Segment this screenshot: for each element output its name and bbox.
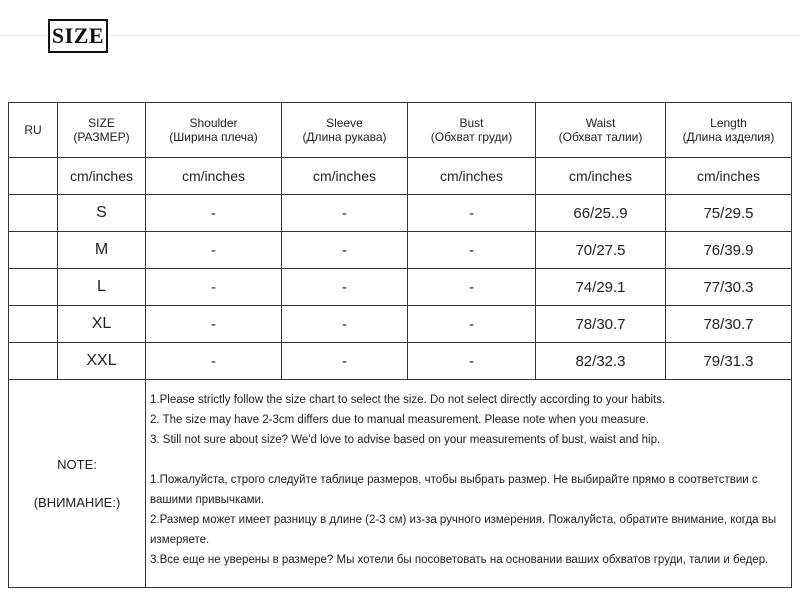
- bust-cell: -: [408, 306, 536, 343]
- length-cell: 77/30.3: [666, 269, 792, 306]
- table-row: [9, 306, 792, 343]
- ru-cell: [9, 195, 58, 232]
- size-cell: XXL: [58, 343, 146, 380]
- ru-cell: [9, 269, 58, 306]
- sleeve-cell: -: [282, 269, 408, 306]
- note-label-en: NOTE:: [57, 456, 97, 472]
- sleeve-cell: -: [282, 343, 408, 380]
- header-divider: [0, 35, 800, 36]
- sleeve-cell: -: [282, 232, 408, 269]
- note-content: [146, 380, 792, 588]
- shoulder-cell: -: [146, 195, 282, 232]
- shoulder-cell: -: [146, 232, 282, 269]
- size-title: SIZE: [48, 19, 108, 53]
- units-cell: cm/inches: [58, 158, 146, 195]
- shoulder-cell: -: [146, 343, 282, 380]
- table-row: [9, 269, 792, 306]
- waist-cell: 66/25..9: [536, 195, 666, 232]
- size-cell: M: [58, 232, 146, 269]
- header-sleeve: Sleeve (Длина рукава): [282, 103, 408, 158]
- header-row: [9, 103, 792, 158]
- units-cell: cm/inches: [408, 158, 536, 195]
- note-label: [9, 380, 146, 588]
- note-label-ru: (ВНИМАНИЕ:): [33, 494, 121, 510]
- header-size: SIZE (РАЗМЕР): [58, 103, 146, 158]
- bust-cell: -: [408, 343, 536, 380]
- bust-cell: -: [408, 269, 536, 306]
- note-en-line: 1.Please strictly follow the size chart to select the size. Do not select directly according to your habits.: [150, 394, 666, 406]
- table-row: [9, 195, 792, 232]
- table-row: [9, 232, 792, 269]
- sleeve-cell: -: [282, 306, 408, 343]
- ru-cell: [9, 232, 58, 269]
- units-cell: cm/inches: [536, 158, 666, 195]
- ru-cell: [9, 306, 58, 343]
- note-ru-line: 3.Все еще не уверены в размере? Мы хотели бы посоветовать на основании ваших обхватов груди, талии и бедер.: [150, 554, 769, 566]
- units-cell: [9, 158, 58, 195]
- bust-cell: -: [408, 232, 536, 269]
- size-cell: S: [58, 195, 146, 232]
- bust-cell: -: [408, 195, 536, 232]
- length-cell: 79/31.3: [666, 343, 792, 380]
- note-ru-line: 2.Размер может имеет разницу в длине (2-3 см) из-за ручного измерения. Пожалуйста, обратите внимание, когда вы измеряете.: [150, 514, 777, 546]
- note-en-line: 2. The size may have 2-3cm differs due to manual measurement. Please note when you measure.: [150, 414, 649, 426]
- length-cell: 75/29.5: [666, 195, 792, 232]
- units-row: [9, 158, 792, 195]
- note-en-line: 3. Still not sure about size? We'd love to advise based on your measurements of bust, waist and hip.: [150, 434, 661, 446]
- header-ru: RU: [9, 103, 58, 158]
- shoulder-cell: -: [146, 269, 282, 306]
- table-row: [9, 343, 792, 380]
- waist-cell: 70/27.5: [536, 232, 666, 269]
- header-bust: Bust (Обхват груди): [408, 103, 536, 158]
- sleeve-cell: -: [282, 195, 408, 232]
- shoulder-cell: -: [146, 306, 282, 343]
- length-cell: 78/30.7: [666, 306, 792, 343]
- units-cell: cm/inches: [282, 158, 408, 195]
- units-cell: cm/inches: [666, 158, 792, 195]
- units-cell: cm/inches: [146, 158, 282, 195]
- waist-cell: 78/30.7: [536, 306, 666, 343]
- size-cell: L: [58, 269, 146, 306]
- header-waist: Waist (Обхват талии): [536, 103, 666, 158]
- header-length: Length (Длина изделия): [666, 103, 792, 158]
- ru-cell: [9, 343, 58, 380]
- waist-cell: 82/32.3: [536, 343, 666, 380]
- note-ru-line: 1.Пожалуйста, строго следуйте таблице размеров, чтобы выбрать размер. Не выбирайте прямо в соответствии с вашими привычками.: [150, 474, 758, 506]
- length-cell: 76/39.9: [666, 232, 792, 269]
- size-chart-table: [8, 102, 792, 588]
- waist-cell: 74/29.1: [536, 269, 666, 306]
- note-row: [9, 380, 792, 588]
- header-shoulder: Shoulder (Ширина плеча): [146, 103, 282, 158]
- size-cell: XL: [58, 306, 146, 343]
